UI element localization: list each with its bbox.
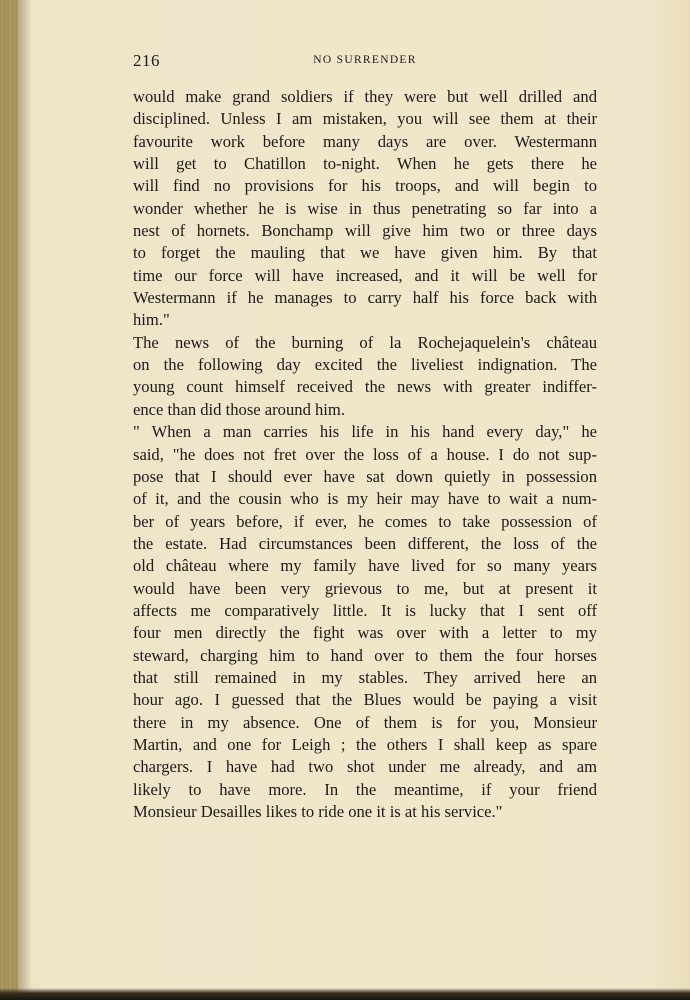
text-line: that still remained in my stables. They arrived here an bbox=[133, 667, 597, 687]
gutter-shadow bbox=[18, 0, 32, 1000]
text-line: time our force will have increased, and it will be well for bbox=[133, 265, 597, 285]
text-line: hour ago. I guessed that the Blues would be paying a visit bbox=[133, 690, 597, 710]
text-line: of it, and the cousin who is my heir may have to wait a num- bbox=[133, 489, 597, 509]
text-line: Monsieur Desailles likes to ride one it is at his service." bbox=[133, 802, 503, 821]
text-line: ber of years before, if ever, he comes to take possession of bbox=[133, 511, 597, 531]
text-line: four men directly the fight was over with a letter to my bbox=[133, 623, 597, 643]
text-line: " When a man carries his life in his hand every day," he bbox=[133, 422, 597, 442]
page-number: 216 bbox=[133, 51, 160, 70]
text-line: the estate. Had circumstances been different, the loss of the bbox=[133, 533, 597, 553]
text-line: Westermann if he manages to carry half his force back with bbox=[133, 288, 597, 308]
text-line: said, "he does not fret over the loss of a house. I do not sup- bbox=[133, 444, 597, 464]
text-line: likely to have more. In the meantime, if your friend bbox=[133, 779, 597, 799]
text-line: to forget the mauling that we have given him. By that bbox=[133, 243, 597, 263]
text-line: there in my absence. One of them is for you, Monsieur bbox=[133, 712, 597, 732]
text-line: young count himself received the news with greater indiffer- bbox=[133, 377, 597, 397]
text-line: ence than did those around him. bbox=[133, 399, 345, 419]
text-line: old château where my family have lived for so many years bbox=[133, 556, 597, 576]
text-line: chargers. I have had two shot under me already, and am bbox=[133, 757, 597, 777]
text-line: nest of hornets. Bonchamp will give him two or three days bbox=[133, 221, 597, 241]
body-text bbox=[133, 86, 597, 823]
text-line: pose that I should ever have sat down quietly in possession bbox=[133, 466, 597, 486]
text-line: will find no provisions for his troops, and will begin to bbox=[133, 176, 597, 196]
text-line: him." bbox=[133, 310, 170, 330]
text-line: The news of the burning of la Rochejaquelein's château bbox=[133, 332, 597, 352]
text-line: steward, charging him to hand over to them the four horses bbox=[133, 645, 597, 665]
text-line: disciplined. Unless I am mistaken, you will see them at their bbox=[133, 109, 597, 129]
text-line: would have been very grievous to me, but at present it bbox=[133, 578, 597, 598]
text-line: favourite work before many days are over. Westermann bbox=[133, 131, 597, 151]
running-title: NO SURRENDER bbox=[313, 54, 417, 66]
book-binding bbox=[0, 0, 18, 1000]
text-line: on the following day excited the liveliest indignation. The bbox=[133, 355, 597, 375]
text-line: affects me comparatively little. It is lucky that I sent off bbox=[133, 600, 597, 620]
page-header bbox=[133, 51, 597, 71]
text-line: Martin, and one for Leigh ; the others I shall keep as spare bbox=[133, 734, 597, 754]
page-bottom-edge bbox=[0, 988, 690, 1000]
text-line: would make grand soldiers if they were but well drilled and bbox=[133, 87, 597, 106]
text-line: will get to Chatillon to-night. When he gets there he bbox=[133, 154, 597, 174]
text-line: wonder whether he is wise in thus penetrating so far into a bbox=[133, 198, 597, 218]
